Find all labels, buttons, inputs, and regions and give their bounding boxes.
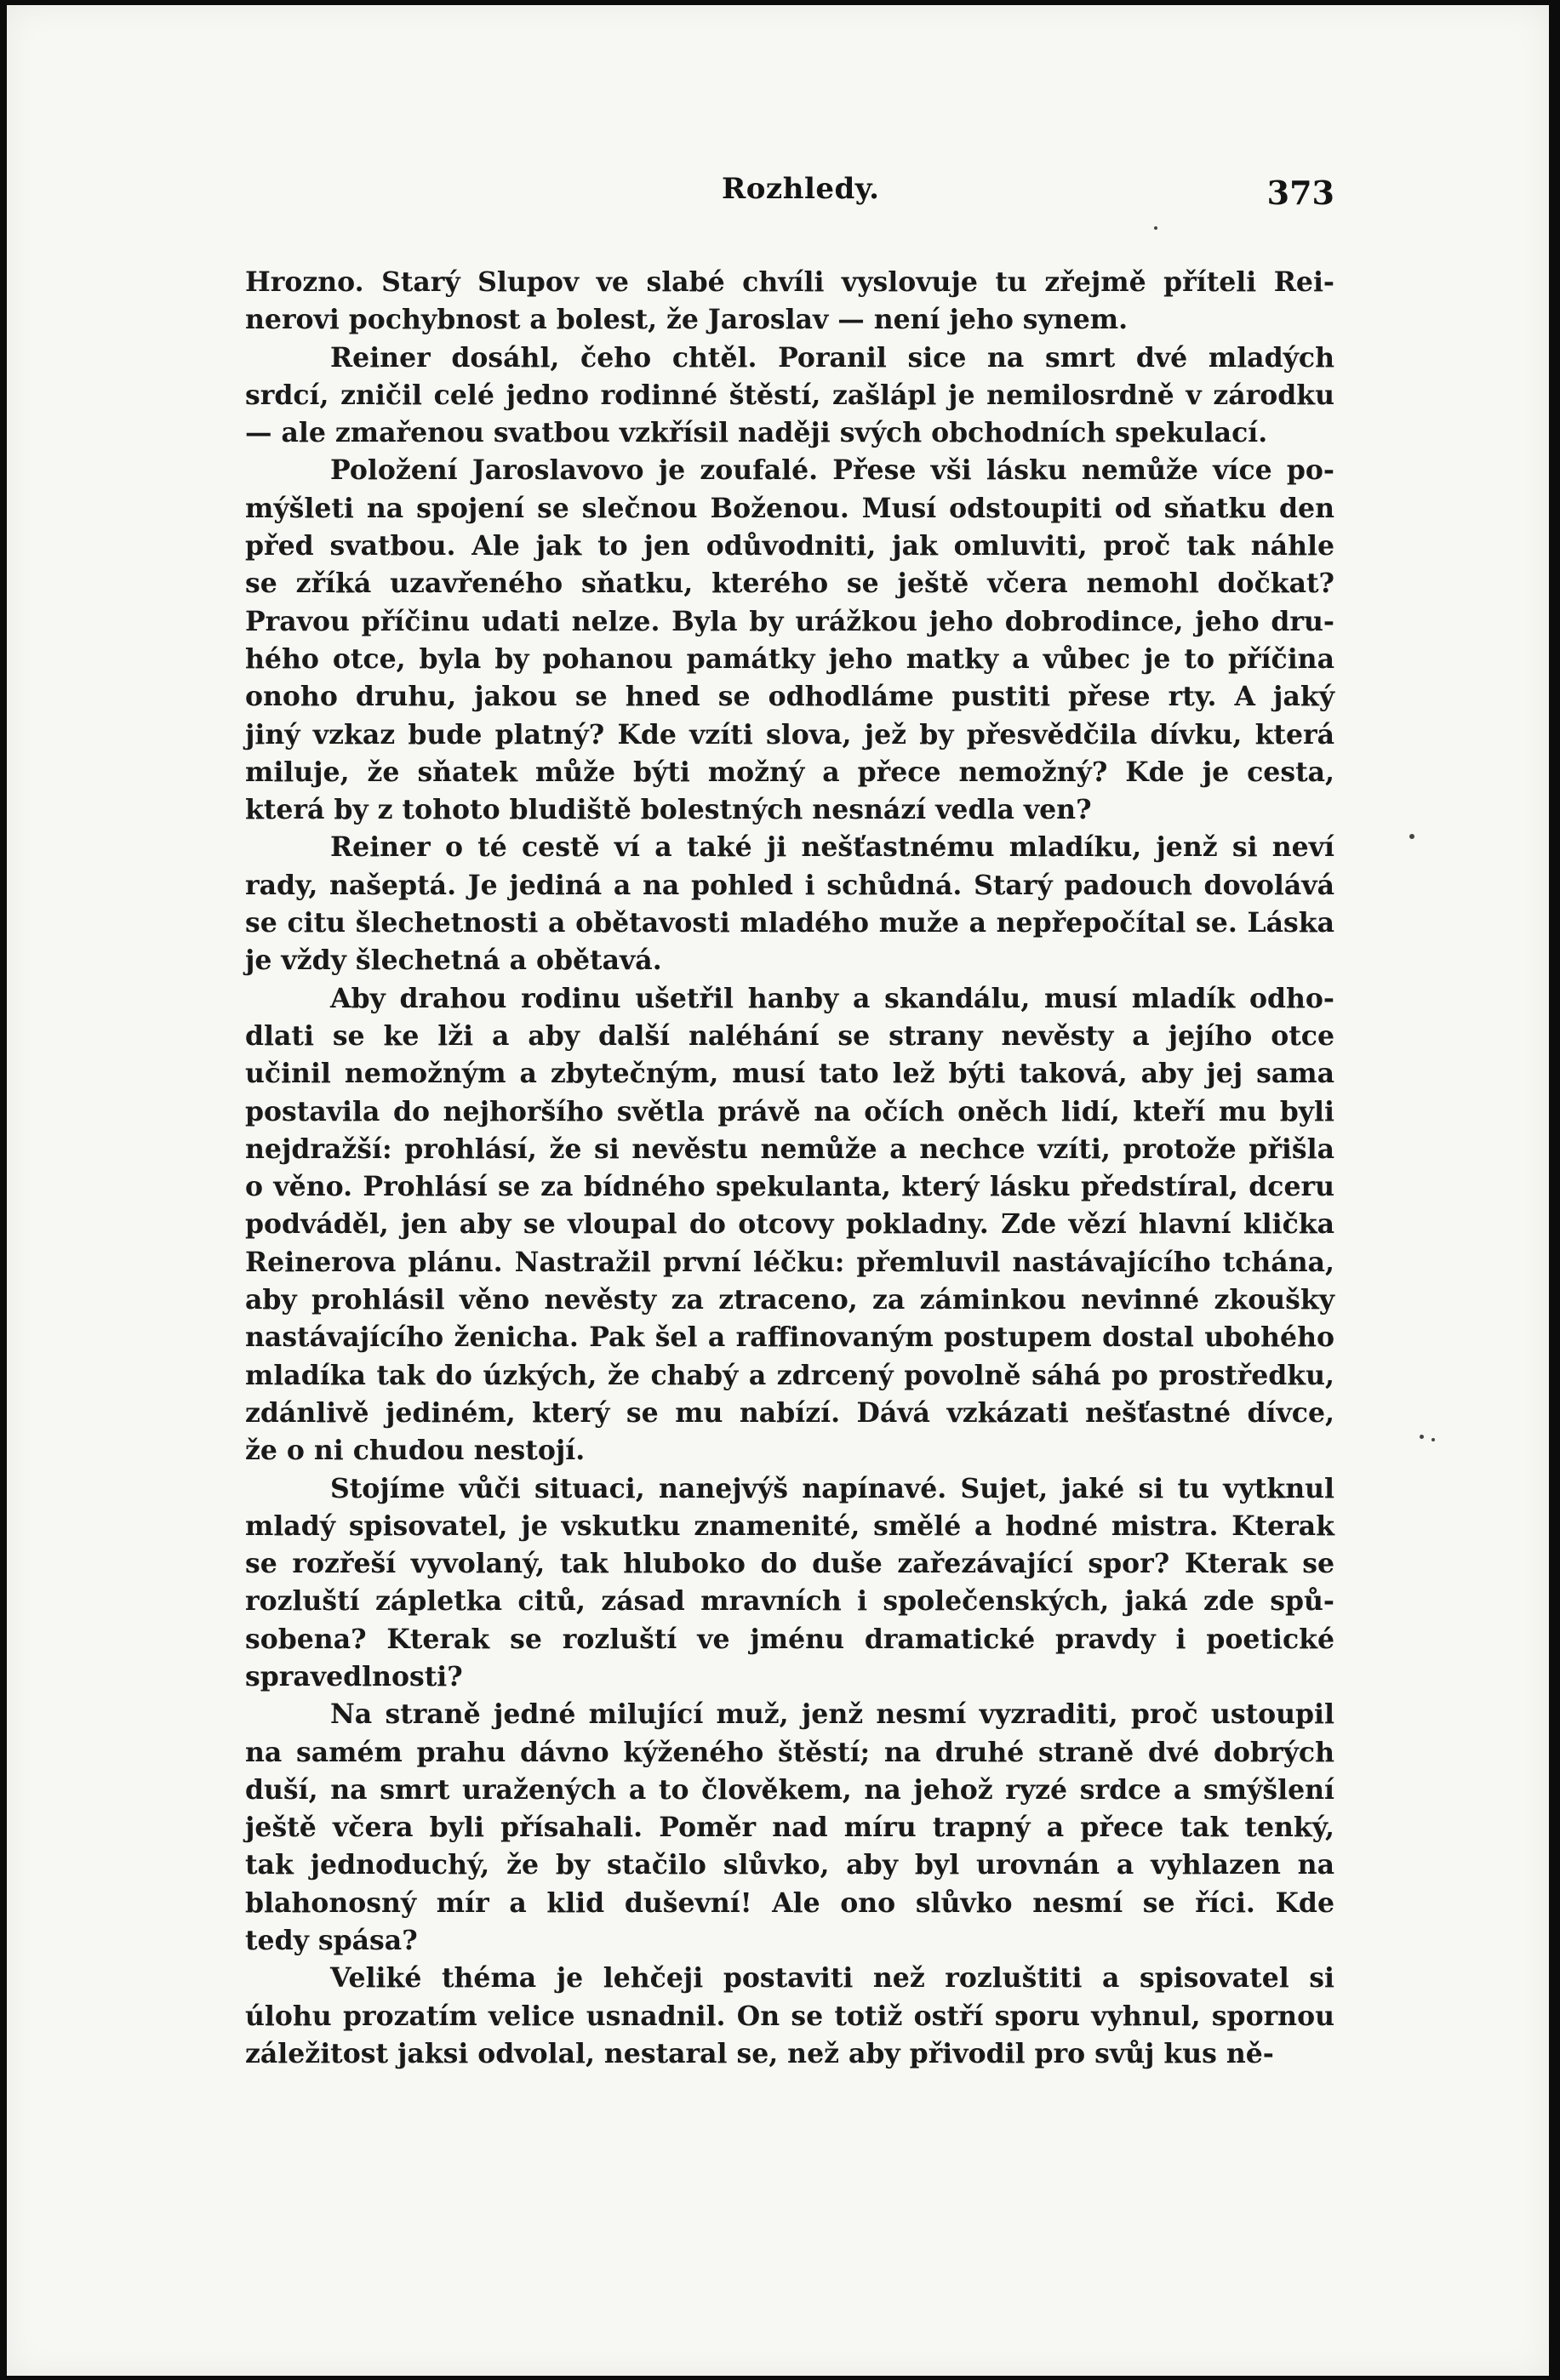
paragraph	[245, 980, 1334, 1470]
page-number: 373	[1266, 174, 1334, 212]
text-line: rozluští zápletka citů, zásad mravních i společenských, jaká zde spů-	[245, 1585, 1334, 1618]
text-line: zdánlivě jediném, který se mu nabízí. Dává vzkázati nešťastné dívce,	[245, 1396, 1334, 1429]
text-line: nejdražší: prohlásí, že si nevěstu nemůže a nechce vzíti, protože přišla	[245, 1133, 1334, 1165]
text-line: dlati se ke lži a aby další naléhání se strany nevěsty a jejího otce	[245, 1019, 1334, 1052]
paragraph	[245, 829, 1334, 979]
text-line: učinil nemožným a zbytečným, musí tato lež býti taková, aby jej sama	[245, 1058, 1334, 1090]
text-line: mladíka tak do úzkých, že chabý a zdrcený povolně sáhá po prostředku,	[245, 1359, 1334, 1391]
text-line: o věno. Prohlásí se za bídného spekulanta, který lásku předstíral, dceru	[245, 1171, 1334, 1203]
running-title: Rozhledy.	[722, 172, 880, 206]
text-line: duší, na smrt uražených a to člověkem, na jehož ryzé srdce a smýšlení	[245, 1773, 1334, 1806]
text-line: podváděl, jen aby se vloupal do otcovy pokladny. Zde vězí hlavní klička	[245, 1208, 1334, 1241]
text-line: Položení Jaroslavovo je zoufalé. Přese vši lásku nemůže více po-	[330, 454, 1334, 487]
text-line: tedy spása?	[245, 1925, 418, 1957]
paragraph	[245, 452, 1334, 829]
text-line: úlohu prozatím velice usnadnil. On se totiž ostří sporu vyhnul, spornou	[245, 2000, 1334, 2032]
text-line: je vždy šlechetná a obětavá.	[245, 945, 662, 977]
text-line: Veliké théma je lehčeji postaviti než rozluštiti a spisovatel si	[330, 1962, 1334, 1995]
text-line: Hrozno. Starý Slupov ve slabé chvíli vyslovuje tu zřejmě příteli Rei-	[245, 266, 1334, 298]
text-line: nerovi pochybnost a bolest, že Jaroslav — není jeho synem.	[245, 304, 1129, 336]
text-line: Aby drahou rodinu ušetřil hanby a skandálu, musí mladík odho-	[330, 982, 1334, 1014]
text-line: — ale zmařenou svatbou vzkřísil naději svých obchodních spekulací.	[245, 417, 1268, 449]
dust-speck	[1409, 834, 1414, 839]
text-line: se citu šlechetnosti a obětavosti mladého muže a nepřepočítal se. Láska	[245, 907, 1334, 939]
text-line: hého otce, byla by pohanou památky jeho matky a vůbec je to příčina	[245, 642, 1334, 675]
dust-speck	[1154, 226, 1157, 230]
text-line: sobena? Kterak se rozluští ve jménu dramatické pravdy i poetické	[245, 1623, 1334, 1655]
dust-speck	[1431, 1438, 1435, 1441]
text-line: miluje, že sňatek může býti možný a přece nemožný? Kde je cesta,	[245, 756, 1334, 788]
text-line: Pravou příčinu udati nelze. Byla by urážkou jeho dobrodince, jeho dru-	[245, 605, 1334, 637]
text-line: Reinerova plánu. Nastražil první léčku: přemluvil nastávajícího tchána,	[245, 1246, 1334, 1278]
text-line: před svatbou. Ale jak to jen odůvodniti, jak omluviti, proč tak náhle	[245, 530, 1334, 562]
text-line: ještě včera byli přísahali. Poměr nad míru trapný a přece tak tenký,	[245, 1812, 1334, 1844]
text-line: Na straně jedné milující muž, jenž nesmí vyzraditi, proč ustoupil	[330, 1698, 1334, 1731]
paragraph	[245, 1696, 1334, 1960]
paragraph	[245, 1470, 1334, 1697]
text-line: nastávajícího ženicha. Pak šel a raffinovaným postupem dostal ubohého	[245, 1321, 1334, 1354]
text-line: tak jednoduchý, že by stačilo slůvko, aby byl urovnán a vyhlazen na	[245, 1849, 1334, 1881]
text-line: se zříká uzavřeného sňatku, kterého se ještě včera nemohl dočkat?	[245, 568, 1334, 600]
body-text	[245, 264, 1334, 2073]
text-line: onoho druhu, jakou se hned se odhodláme pustiti přese rty. A jaký	[245, 681, 1334, 713]
text-line: Stojíme vůči situaci, nanejvýš napínavé. Sujet, jaké si tu vytknul	[330, 1472, 1334, 1504]
text-line: záležitost jaksi odvolal, nestaral se, než aby přivodil pro svůj kus ně-	[245, 2037, 1274, 2069]
book-page	[7, 5, 1549, 2376]
text-line: Reiner o té cestě ví a také ji nešťastnému mladíku, jenž si neví	[330, 831, 1334, 864]
text-line: mladý spisovatel, je vskutku znamenité, smělé a hodné mistra. Kterak	[245, 1510, 1334, 1542]
dust-speck	[1420, 1435, 1424, 1439]
text-line: která by z tohoto bludiště bolestných nesnází vedla ven?	[245, 794, 1092, 826]
text-line: rady, našeptá. Je jediná a na pohled i schůdná. Starý padouch dovolává	[245, 869, 1334, 901]
paragraph	[245, 340, 1334, 453]
page-header	[245, 172, 1334, 231]
text-line: postavila do nejhoršího světla právě na očích oněch lidí, kteří mu byli	[245, 1095, 1334, 1127]
paragraph	[245, 264, 1334, 340]
text-line: jiný vzkaz bude platný? Kde vzíti slova, jež by přesvědčila dívku, která	[245, 718, 1334, 751]
text-line: srdcí, zničil celé jedno rodinné štěstí, zašlápl je nemilosrdně v zárodku	[245, 379, 1334, 411]
text-line: mýšleti na spojení se slečnou Boženou. Musí odstoupiti od sňatku den	[245, 492, 1334, 524]
text-line: Reiner dosáhl, čeho chtěl. Poranil sice na smrt dvé mladých	[330, 341, 1334, 374]
text-line: spravedlnosti?	[245, 1660, 463, 1692]
text-line: že o ni chudou nestojí.	[245, 1435, 586, 1467]
text-line: na samém prahu dávno kýženého štěstí; na druhé straně dvé dobrých	[245, 1736, 1334, 1768]
text-line: blahonosný mír a klid duševní! Ale ono slůvko nesmí se říci. Kde	[245, 1886, 1334, 1919]
text-line: se rozřeší vyvolaný, tak hluboko do duše zařezávající spor? Kterak se	[245, 1548, 1334, 1580]
paragraph	[245, 1960, 1334, 2073]
text-line: aby prohlásil věno nevěsty za ztraceno, za záminkou nevinné zkoušky	[245, 1284, 1334, 1316]
